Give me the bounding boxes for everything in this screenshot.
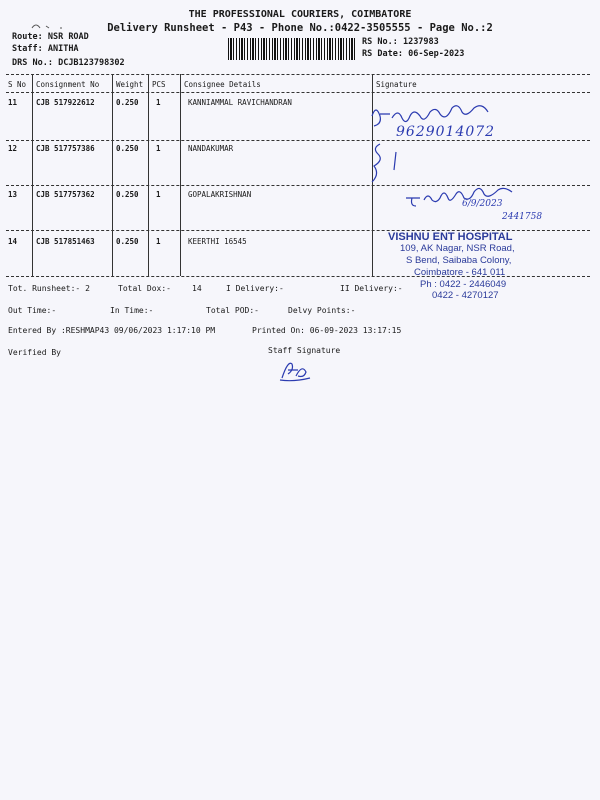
rs-date-label: RS Date:	[362, 49, 403, 59]
stamp-name: VISHNU ENT HOSPITAL	[388, 231, 513, 243]
row-consignment: CJB 517851463	[36, 237, 95, 246]
row-consignment: CJB 517757362	[36, 190, 95, 199]
staff-signature-label: Staff Signature	[268, 346, 341, 355]
i-delivery: I Delivery:-	[226, 284, 284, 293]
handwritten-date: 6/9/2023	[462, 199, 503, 209]
in-time: In Time:-	[110, 306, 154, 315]
row-consignee: KANNIAMMAL RAVICHANDRAN	[188, 98, 292, 107]
drs-row	[12, 58, 125, 68]
stamp-line: S Bend, Saibaba Colony,	[406, 255, 512, 266]
row-weight: 0.250	[116, 144, 139, 153]
row-pcs: 1	[156, 190, 161, 199]
rs-date-row	[362, 49, 464, 59]
handwritten-time: 2441758	[502, 212, 543, 222]
table-header-rule	[6, 92, 590, 93]
rs-no-value: 1237983	[402, 37, 439, 47]
row-sno: 12	[8, 144, 18, 153]
row-weight: 0.250	[116, 190, 139, 199]
entered-by: Entered By :RESHMAP43 09/06/2023 1:17:10 PM	[8, 326, 216, 335]
rs-no-label: RS No.:	[362, 37, 398, 47]
total-pod: Total POD:-	[206, 306, 259, 315]
route-value: NSR ROAD	[47, 32, 89, 42]
rs-no-row	[362, 37, 439, 47]
total-dox-label: Total Dox:-	[118, 284, 171, 293]
staff-row	[12, 44, 79, 54]
header-scribble	[30, 20, 70, 32]
company-title: THE PROFESSIONAL COURIERS, COIMBATORE	[188, 9, 412, 20]
row-pcs: 1	[156, 98, 161, 107]
col-header-weight: Weight	[116, 80, 144, 89]
row-consignment: CJB 517922612	[36, 98, 95, 107]
ii-delivery: II Delivery:-	[340, 284, 403, 293]
column-divider	[112, 74, 113, 276]
verified-by: Verified By	[8, 348, 61, 357]
route-row	[12, 32, 89, 42]
signature-row-12	[366, 140, 406, 190]
staff-signature-mark	[276, 358, 316, 384]
row-sno: 14	[8, 237, 18, 246]
stamp-line: Ph : 0422 - 2446049	[420, 279, 507, 290]
col-header-consignee: Consignee Details	[184, 80, 261, 89]
rs-date-value: 06-Sep-2023	[408, 49, 465, 59]
tot-runsheet: Tot. Runsheet:- 2	[8, 284, 90, 293]
row-consignment: CJB 517757386	[36, 144, 95, 153]
total-dox-value: 14	[192, 284, 202, 293]
column-divider	[180, 74, 181, 276]
drs-label: DRS No.:	[12, 58, 53, 68]
staff-label: Staff:	[12, 44, 43, 54]
route-label: Route:	[12, 32, 43, 42]
printed-on: Printed On: 06-09-2023 13:17:15	[252, 326, 402, 335]
table-top-rule	[6, 74, 590, 75]
handwritten-phone: 9629014072	[396, 124, 496, 140]
column-divider	[32, 74, 33, 276]
stamp-line: 0422 - 4270127	[432, 290, 499, 301]
drs-value: DCJB123798302	[58, 58, 125, 68]
delvy-points: Delvy Points:-	[288, 306, 356, 315]
stamp-line: 109, AK Nagar, NSR Road,	[400, 243, 515, 254]
stamp-line: Coimbatore - 641 011	[414, 267, 506, 278]
row-sno: 13	[8, 190, 18, 199]
col-header-sno: S No	[8, 80, 27, 89]
col-header-consignment: Consignment No	[36, 80, 100, 89]
barcode	[228, 38, 356, 60]
out-time: Out Time:-	[8, 306, 57, 315]
row-sno: 11	[8, 98, 18, 107]
row-weight: 0.250	[116, 98, 139, 107]
row-consignee: KEERTHI 16545	[188, 237, 247, 246]
row-pcs: 1	[156, 237, 161, 246]
row-weight: 0.250	[116, 237, 139, 246]
column-divider	[148, 74, 149, 276]
runsheet-subtitle: Delivery Runsheet - P43 - Phone No.:0422-3505555 - Page No.:2	[107, 22, 493, 34]
staff-value: ANITHA	[47, 44, 79, 54]
col-header-signature: Signature	[376, 80, 417, 89]
row-consignee: GOPALAKRISHNAN	[188, 190, 252, 199]
row-consignee: NANDAKUMAR	[188, 144, 234, 153]
row-pcs: 1	[156, 144, 161, 153]
col-header-pcs: PCS	[152, 80, 166, 89]
